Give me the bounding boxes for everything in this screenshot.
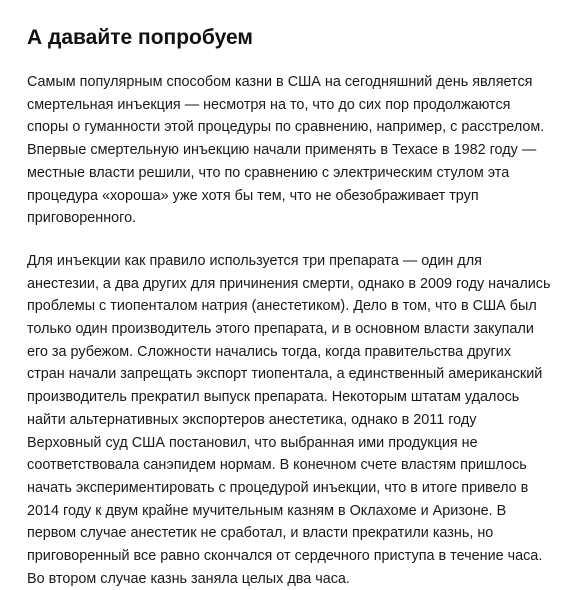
paragraph-line: только один производитель этого препарата, и в основном власти закупали bbox=[27, 321, 534, 338]
paragraph-line: местные власти решили, что по сравнению с электрическим стулом эта bbox=[27, 164, 510, 181]
paragraph-line: проблемы с тиопенталом натрия (анестетиком). Дело в том, что в США был bbox=[27, 298, 537, 315]
paragraph-line: Во втором случае казнь заняла целых два часа. bbox=[27, 570, 350, 587]
paragraph-line: найти альтернативных экспортеров анестетика, однако в 2011 году bbox=[27, 411, 477, 428]
paragraph-2 bbox=[27, 250, 551, 590]
paragraph-line: споры о гуманности этой процедуры по сравнению, например, с расстрелом. bbox=[27, 119, 545, 136]
paragraph-line: Впервые смертельную инъекцию начали применять в Техасе в 1982 году — bbox=[27, 142, 537, 159]
paragraph-line: первом случае анестетик не сработал, и власти прекратили казнь, но bbox=[27, 525, 494, 542]
paragraph-line: Самым популярным способом казни в США на сегодняшний день является bbox=[27, 74, 533, 90]
paragraph-line: 2014 году к двум крайне мучительным казням в Оклахоме и Аризоне. В bbox=[27, 502, 507, 519]
paragraph-line: его за рубежом. Сложности начались тогда, когда правительства других bbox=[27, 343, 512, 360]
paragraph-line: анестезии, а два других для причинения смерти, однако в 2009 году начались bbox=[27, 275, 551, 292]
paragraph-line: Для инъекции как правило используется три препарата — один для bbox=[27, 252, 482, 269]
paragraph-line: соответствовала санэпидем нормам. В конечном счете властям пришлось bbox=[27, 457, 527, 474]
paragraph-line: стран начали запрещать экспорт тиопентала, а единственный американский bbox=[27, 366, 543, 383]
article-title: А давайте попробуем bbox=[27, 26, 253, 49]
paragraph-line: смертельная инъекция — несмотря на то, что до сих пор продолжаются bbox=[27, 96, 511, 113]
paragraph-line: Верховный суд США постановил, что выбранная ими продукция не bbox=[27, 434, 478, 451]
paragraph-line: приговоренного. bbox=[27, 210, 137, 227]
paragraph-line: процедура «хороша» уже хотя бы тем, что не обезображивает труп bbox=[27, 187, 479, 204]
paragraph-line: производитель прекратил выпуск препарата. Некоторым штатам удалось bbox=[27, 389, 520, 406]
paragraph-1 bbox=[27, 71, 551, 230]
paragraph-line: начать экспериментировать с процедурой инъекции, что в итоге привело в bbox=[27, 479, 529, 496]
paragraph-line: приговоренный все равно скончался от сердечного приступа в течение часа. bbox=[27, 548, 543, 565]
